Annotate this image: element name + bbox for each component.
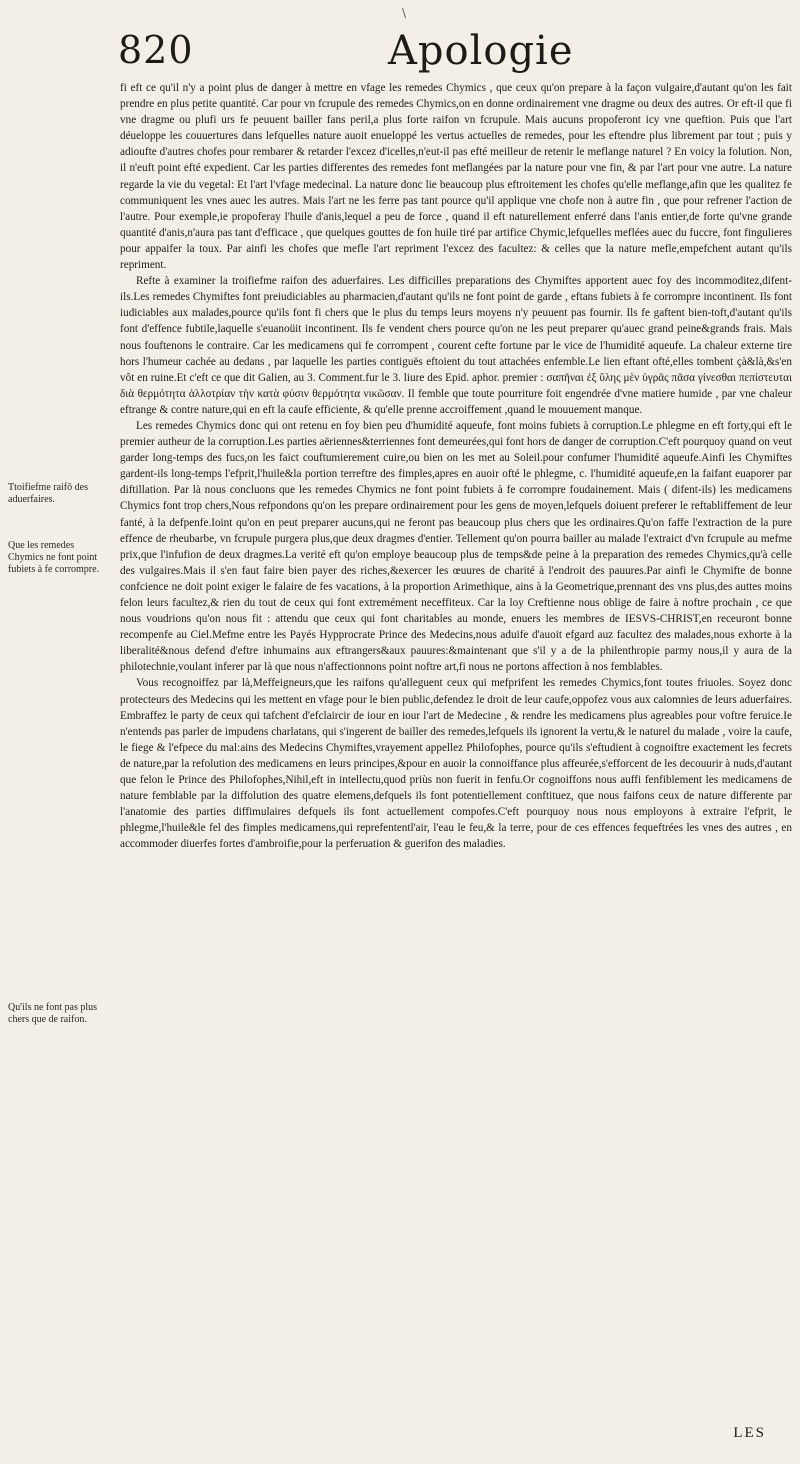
- margin-note-not-expensive: Qu'ils ne font pas plus chers que de raifon.: [8, 1002, 98, 1025]
- page-header: [118, 28, 778, 72]
- paragraph-1: fi eft ce qu'il n'y a point plus de danger à mettre en vfage les remedes Chymics , que ceux qu'on prepare à la façon vulgaire,d'autant qu'on les fait prendre en plus petite quantité. Car pour vn fcrupule des remedes Chymics,on en donne ordinairement vne dragme ou deux des autres. Or eft-il que fi vne dragme ou plufi urs fe peuuent bailler fans peril,a plus forte raifon vn fcrupule. Mais aucuns propoferont icy vne queftion. Puis que l'art déueloppe les couuertures dans lefquelles nature auoit enueloppé les vertus actuelles de remedes, pour les eftendre plus librement par tout ; puis y adioufte d'autres chofes pour rembarer & retarder l'excez d'icelles,n'eut-il pas efté meilleur de retenir le meflange naturel ? En voicy la folution. Non, il n'euft point efté expedient. Car les parties differentes des remedes font meflangées par la nature pour vne fin, & par l'art pour vne autre. La nature regarde la vie du vegetal: Et l'art l'vfage medecinal. La nature donc lie beaucoup plus eftroitement les chofes qu'elle meflange,afin que les qualitez fe communiquent les vnes auec les autres. Mais l'art ne les ferre pas tant pource qu'il applique vne chofe non à autre fin , que pour refrener l'action de l'autre. Pour exemple,ie propoferay l'huile d'anis,lequel a peu de force , quand il eft naturellement enferré dans l'anis entier,de forte qu'vne grande quantité d'anis,n'aura pas tant d'efficace , que quelques gouttes de fon huile tiré par artifice Chymic,lefquelles meflées auec du fuccre, font fingulieres pour appaifer la toux. Par ainfi les chofes que mefle l'art repriment l'excez des facultez: & celles que la nature mefle,empefchent autant qu'ils repriment.: [120, 82, 792, 272]
- margin-note-third-reason: Ttoifiefme raifō des aduerfaires.: [8, 482, 88, 505]
- paragraph-3: Les remedes Chymics donc qui ont retenu en foy bien peu d'humidité aqueufe, font moins fubiets à corruption.Le phlegme en eft forty,qui eft le premier autheur de la corruption.Les parties aëriennes&terriennes font demeurées,qui font hors de danger de corruption.C'eft pourquoy quand on veut garder long-temps des fucs,on les faict couftumierement cuire,ou bien on les met au Soleil.pour confumer l'humidité aqueufe.Ainfi les Chymiftes gardent-ils long-temps l'efprit,l'huile&la portion terreftre des fimples,apres en auoir ofté le phlegme, c. l'humidité aqueufe,en la faifant euaporer par diftillation. Par là nous concluons que les remedes Chymics ne font point fubiets à fe corrompre foudainement. Mais ( difent-ils) les medicamens Chymics font trop chers,Nous refpondons qu'on les prepare ordinairement pour les gens de moyen,lefquels doiuent preferer le reftabliffement de leur fanté, à la defpenfe.Ioint qu'on en peut preparer aucuns,qui ne feront pas beaucoup plus chers que les ordinaires.Qu'on faffe l'extraction de la pure effence de rheubarbe, vn fcrupule purgera plus,que deux dragmes d'entier. Tellement qu'on pourra bailler au malade l'extraict d'vn fcrupule au mefme prix,que l'infufion de deux dragmes.La verité eft qu'on employe beaucoup plus de temps&de peine à la preparation des remedes Chymics,qu'à celle des vulgaires.Mais il s'en faut faire bien payer des riches,&exercer les œuures de charité à l'endroit des pauures.Par ainfi le Chymifte de bonne confcience ne doit point exiger le falaire de fes vacations, à la proportion Arimethique, ains à la Geometrique,prennant des vns plus,des auttes moins felon leurs facultez,& rien du tout de ceux qui font extremément neceffiteux. Car la loy Creftienne nous oblige de faire à noftre prochain , ce que nous voudrions qu'on nous fit : attendu que ceux qui font charitables au monde, enuers les membres de IESVS-CHRIST,en receuront bonne recompenfe au Ciel.Mefme entre les Payés Hypprocrate Prince des Medecins,nous aduife d'auoit efgard auz facultez des malades,nous exhorte à la liberalité&nous defend d'eftre inhumains aux eftrangers&aux pauures:&maintenant que s'il y a de la philenthropie parmy nous,il y aura de la philotechnie,voulant inferer par là que nous n'affectionnons point noftre art,fi nous ne portons affection à nos femblables.: [120, 419, 792, 674]
- catchword: LES: [733, 1425, 766, 1441]
- running-title: Apologie: [388, 28, 574, 74]
- margin-note-not-corrupt: Que les remedes Chymics ne font point fubiets à fe corrompre.: [8, 540, 100, 575]
- body-text: [120, 80, 792, 1425]
- page-number: 820: [118, 28, 194, 72]
- paragraph-4: Vous recognoiffez par là,Meffeigneurs,que les raifons qu'alleguent ceux qui mefprifent les remedes Chymics,font toutes friuoles. Soyez donc protecteurs des Medecins qui les mettent en vfage pour le bien public,defendez le droit de leur caufe,oppofez vous aux calomnies de leurs aduerfaires. Embraffez le party de ceux qui tafchent d'efclaircir de iour en iour l'art de Medecine , & rendre les medicamens plus agreables pour voftre feruice.Ie n'entends pas parler de impudens charlatans, qui s'ingerent de bailler des remedes,lefquels ils ignorent la vertu,& le naturel du malade , voire la caufe, le fiege & l'efpece du mal:ains des Medecins Chymiftes,vrayement appellez Philofophes, pource qu'ils s'eftudient à cognoiftre exactement les fecrets de nature,par la refolution des medicamens en leurs principes,&pour en auoir la connoiffance plus affeurée,s'efforcent de les decouurir à nuds,d'autant que felon le Prince des Philofophes,Nihil,eft in intellectu,quod priùs non fuerit in fenfu.Or cognoiffons nous auffi fenfiblement les medicamens de nature femblable par la diffolution des quatre elemens,defquels ils font potentiellement conftituez, que nous faifons ceux de nature differente par l'anatomie des parties diffimulaires defquels ils font actuellement compofes.C'eft pourquoy nous nous employons à extraire l'efprit, le phlegme,l'huile&le fel des fimples medicamens,qui reprefententl'air, l'eau le feu,& la terre, pour de ces effences fequeftrées les vnes des autres , en accommoder diuerfes fortes d'ambroifie,pour la perferuation & guerifon des maladies.: [120, 677, 792, 851]
- signature-mark: \: [402, 6, 407, 20]
- paragraph-2: Refte à examiner la troifiefme raifon des aduerfaires. Les difficilles preparations des Chymiftes apportent auec foy des incommoditez,difent-ils.Les remedes Chymiftes font preiudiciables au pharmacien,d'autant qu'ils ne font point de garde , eftans fubiets à fe corrompre incontinent. Ils font iudiciables aux malades,pource qu'ils font fi chers que le plus du temps leurs moyens n'y peuuent pas fournir. Ils fe gaftent bien-toft,d'autant qu'ils font d'effence fubtile,laquelle s'euanoüit incontinent. Ils fe vendent chers pource qu'on ne les peut preparer qu'auec grand peine&grands frais. Mais nous fouftenons le contraire. Car les medicamens qui fe corrompent , courent cefte fortune par le vice de l'humidité aqueufe. La chaleur externe tire hors l'humeur cachée au dedans , par laquelle les parties contiguës eftoient du tout attachées enfemble.Le lien eftant ofté,elles tombent çà&là,&s'en vôt en ruine.Et c'eft ce que dit Galien, au 3. Comment.fur le 3. liure des Epid. aphor. premier : σαπῆναι ἐξ ὕλης μὲν ὑγρᾶς πᾶσα γίνεσθαι πεπίστευται διὰ θερμότητα ἀλλοτρίαν τὴν κατὰ φύσιν θερμότητα νικῶσαν. Il femble que toute pourriture foit engendrée d'vne matiere humide , par vne chaleur eftrange & contre nature,qui en eft la caufe efficiente, & qu'elle prenne accroiffement ,quand le mouuement manque.: [120, 275, 792, 416]
